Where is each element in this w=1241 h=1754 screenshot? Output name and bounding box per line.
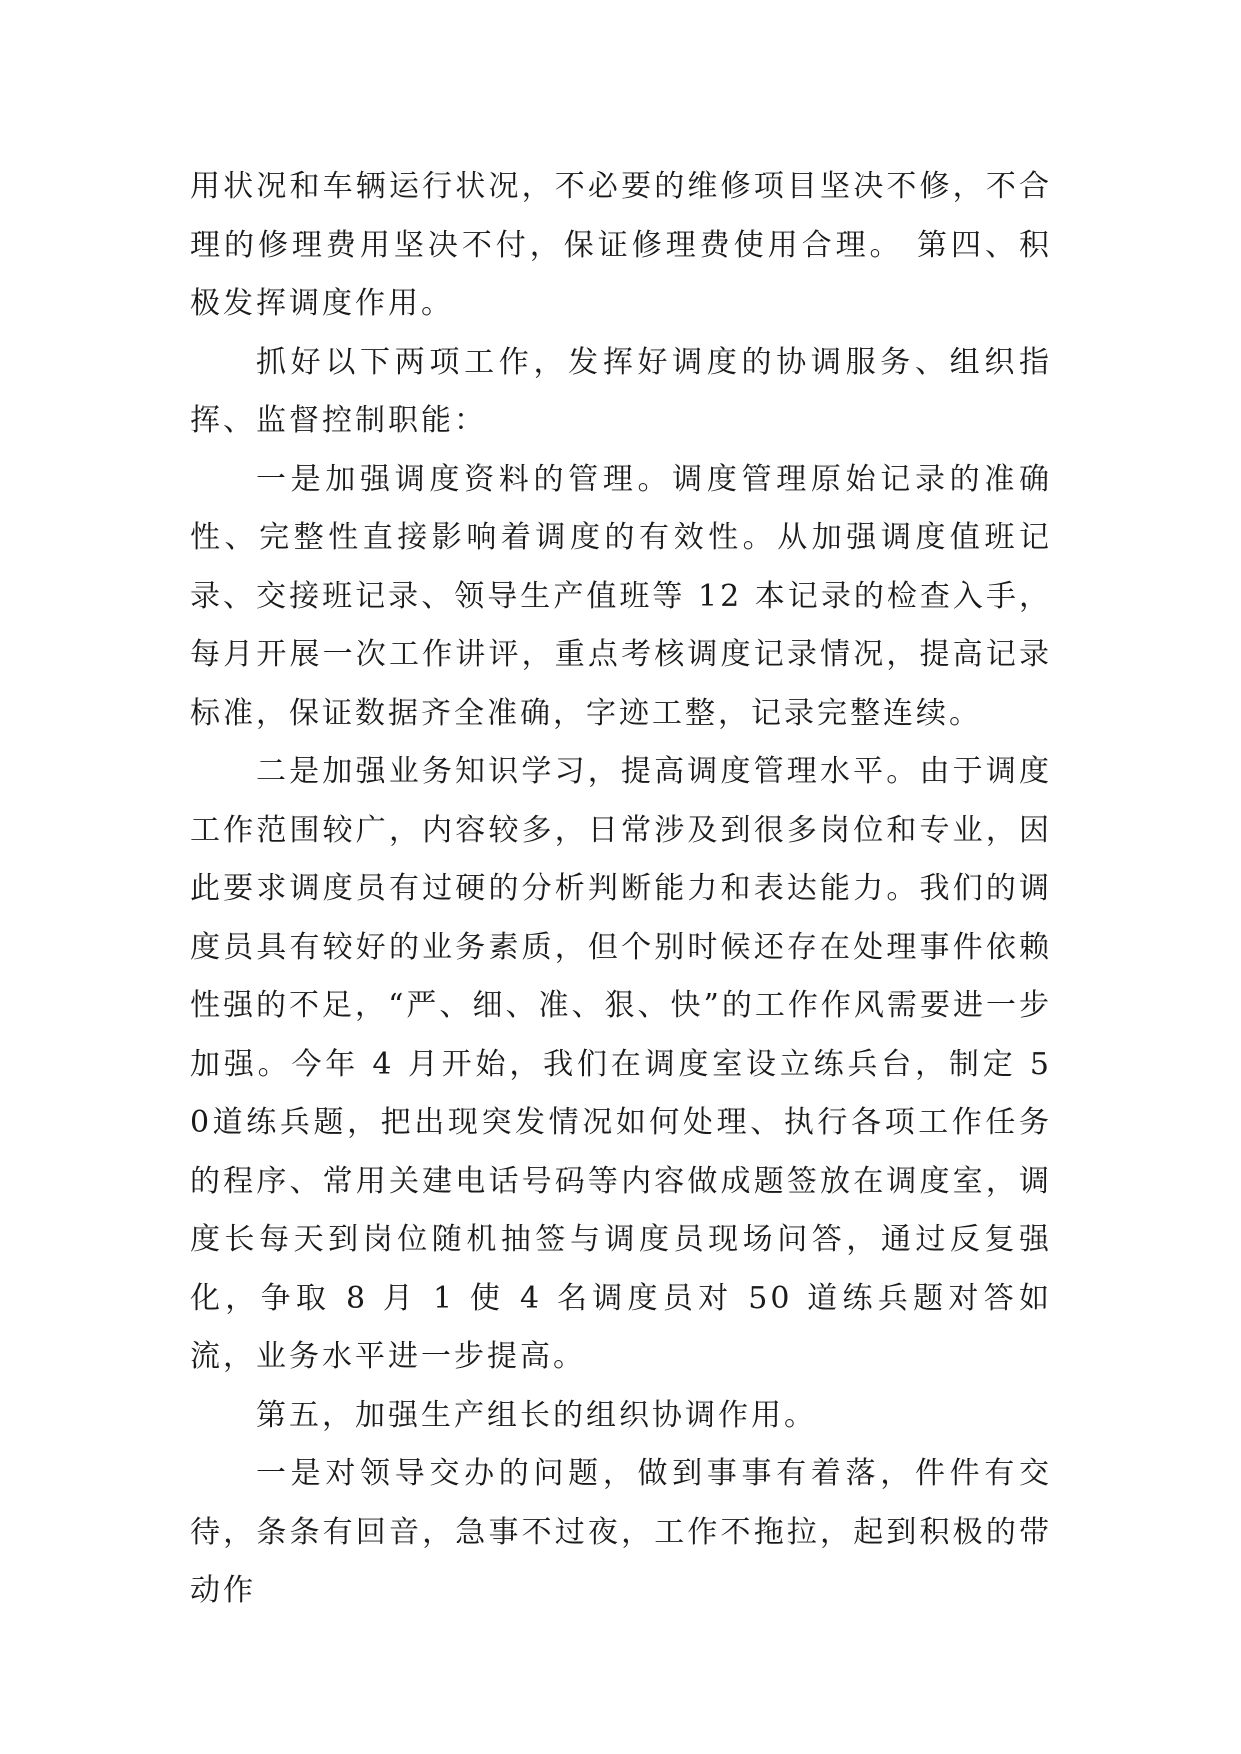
paragraph-4: 二是加强业务知识学习，提高调度管理水平。由于调度工作范围较广，内容较多，日常涉及到很多岗位和专业，因此要求调度员有过硬的分析判断能力和表达能力。我们的调度员具有较好的业务素质，但个别时候还存在处理事件依赖性强的不足，“严、细、准、狠、快”的工作作风需要进一步加强。今年 4 月开始，我们在调度室设立练兵台，制定 50道练兵题，把出现突发情况如何处理、执行各项工作任务的程序、常用关建电话号码等内容做成题签放在调度室，调度长每天到岗位随机抽签与调度员现场问答，通过反复强化，争取 8 月 1 使 4 名调度员对 50 道练兵题对答如流，业务水平进一步提高。 xyxy=(190,754,1052,1374)
paragraph-6: 一是对领导交办的问题，做到事事有着落，件件有交待，条条有回音，急事不过夜，工作不拖拉，起到积极的带动作 xyxy=(190,1456,1052,1608)
document-body xyxy=(190,158,1052,1621)
paragraph-3: 一是加强调度资料的管理。调度管理原始记录的准确性、完整性直接影响着调度的有效性。从加强调度值班记录、交接班记录、领导生产值班等 12 本记录的检查入手，每月开展一次工作讲评，重点考核调度记录情况，提高记录标准，保证数据齐全准确，字迹工整，记录完整连续。 xyxy=(190,461,1052,731)
paragraph-2: 抓好以下两项工作，发挥好调度的协调服务、组织指挥、监督控制职能： xyxy=(190,344,1052,438)
paragraph-1: 用状况和车辆运行状况，不必要的维修项目坚决不修，不合理的修理费用坚决不付，保证修理费使用合理。 第四、积极发挥调度作用。 xyxy=(190,169,1052,321)
paragraph-5: 第五，加强生产组长的组织协调作用。 xyxy=(256,1397,817,1433)
